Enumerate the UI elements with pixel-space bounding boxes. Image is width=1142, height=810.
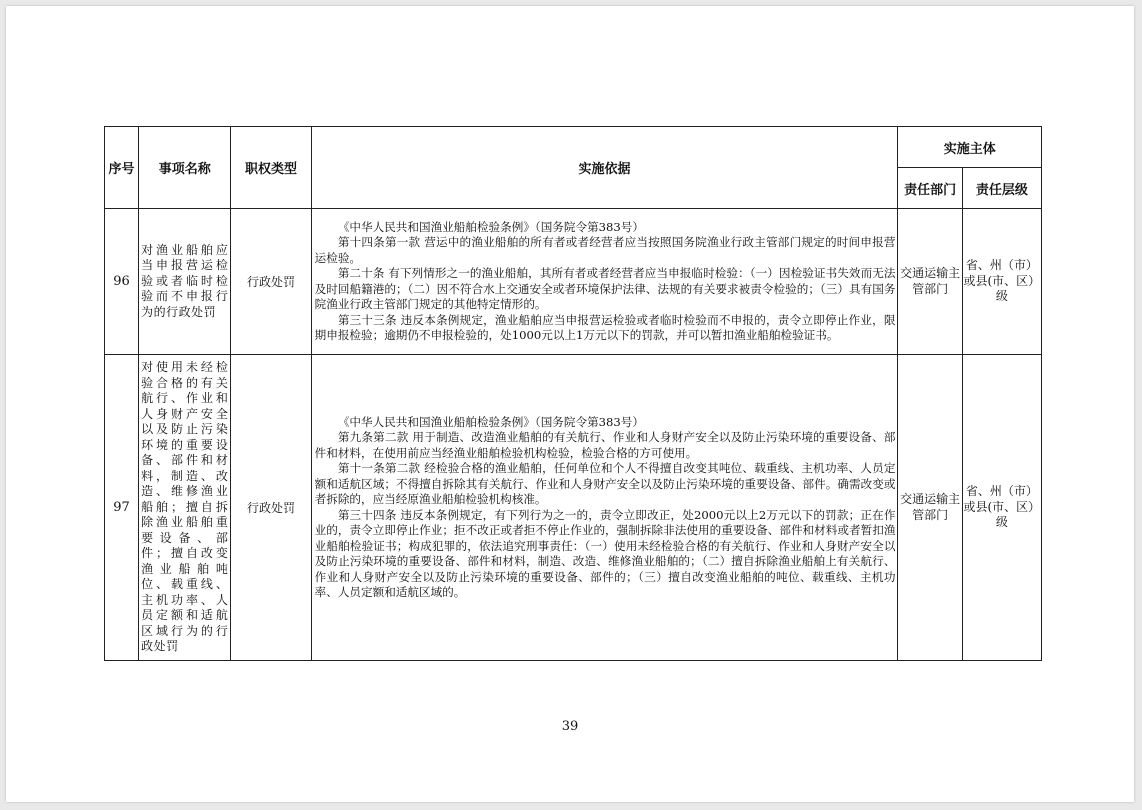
basis-paragraph: 第十一条第二款 经检验合格的渔业船舶，任何单位和个人不得擅自改变其吨位、载重线、主机功率、人员定额和适航区域；不得擅自拆除其有关航行、作业和人身财产安全以及防止污染环境的重要设备、部件。确需改变或者拆除的，应当经原渔业船舶检验机构核准。 [314,461,896,506]
basis-paragraph: 《中华人民共和国渔业船舶检验条例》（国务院令第383号） [337,219,644,234]
header-level: 责任层级 [962,168,1041,209]
row-power-type: 行政处罚 [231,209,311,355]
basis-paragraph: 第二十条 有下列情形之一的渔业船舶，其所有者或者经营者应当申报临时检验：（一）因检验证书失效而无法及时回船籍港的；（二）因不符合水上交通安全或者环境保护法律、法规的有关要求被责令检验的；（三）具有国务院渔业行政主管部门规定的其他特定情形的。 [314,266,896,311]
row-basis [311,209,898,355]
row-item-name: 对使用未经检验合格的有关航行、作业和人身财产安全以及防止污染环境的重要设备、部件和材料，制造、改造、维修渔业船舶；擅自拆除渔业船舶重要设备、部件；擅自改变渔业船舶吨位、载重线、主机功率、人员定额和适航区域行为的行政处罚 [139,355,231,661]
header-basis: 实施依据 [311,127,898,209]
row-seq: 97 [105,355,139,661]
basis-paragraph: 第九条第二款 用于制造、改造渔业船舶的有关航行、作业和人身财产安全以及防止污染环境的重要设备、部件和材料，在使用前应当经渔业船舶检验机构检验，检验合格的方可使用。 [314,430,896,460]
table-row [105,355,1042,661]
row-dept: 交通运输主管部门 [898,209,962,355]
header-type: 职权类型 [231,127,311,209]
header-dept: 责任部门 [898,168,962,209]
header-name: 事项名称 [139,127,231,209]
header-seq: 序号 [105,127,139,209]
row-level: 省、州（市）或县(市、区）级 [962,355,1041,661]
row-seq: 96 [105,209,139,355]
row-dept: 交通运输主管部门 [898,355,962,661]
basis-paragraph: 第三十三条 违反本条例规定，渔业船舶应当申报营运检验或者临时检验而不申报的，责令立即停止作业，限期申报检验；逾期仍不申报检验的，处1000元以上1万元以下的罚款，并可以暂扣渔业船舶检验证书。 [314,312,896,342]
basis-paragraph: 第十四条第一款 营运中的渔业船舶的所有者或者经营者应当按照国务院渔业行政主管部门规定的时间申报营运检验。 [314,235,896,265]
row-power-type: 行政处罚 [231,355,311,661]
basis-paragraph: 《中华人民共和国渔业船舶检验条例》（国务院令第383号） [337,414,644,429]
document-page [6,6,1134,802]
row-item-name: 对渔业船舶应当申报营运检验或者临时检验而不申报行为的行政处罚 [139,209,231,355]
page-number: 39 [561,719,579,734]
table-row [105,209,1042,355]
enforcement-table [104,126,1042,661]
basis-paragraph: 第三十四条 违反本条例规定，有下列行为之一的，责令立即改正，处2000元以上2万元以下的罚款；正在作业的，责令立即停止作业；拒不改正或者拒不停止作业的，强制拆除非法使用的重要设备、部件和材料或者暂扣渔业船舶检验证书；构成犯罪的，依法追究刑事责任：（一）使用未经检验合格的有关航行、作业和人身财产安全以及防止污染环境的重要设备、部件和材料，制造、改造、维修渔业船舶的；（二）擅自拆除渔业船舶上有关航行、作业和人身财产安全以及防止污染环境的重要设备、部件的；（三）擅自改变渔业船舶的吨位、载重线、主机功率、人员定额和适航区域的。 [314,507,896,599]
header-subject: 实施主体 [898,127,1042,168]
row-level: 省、州（市）或县(市、区）级 [962,209,1041,355]
row-basis [311,355,898,661]
